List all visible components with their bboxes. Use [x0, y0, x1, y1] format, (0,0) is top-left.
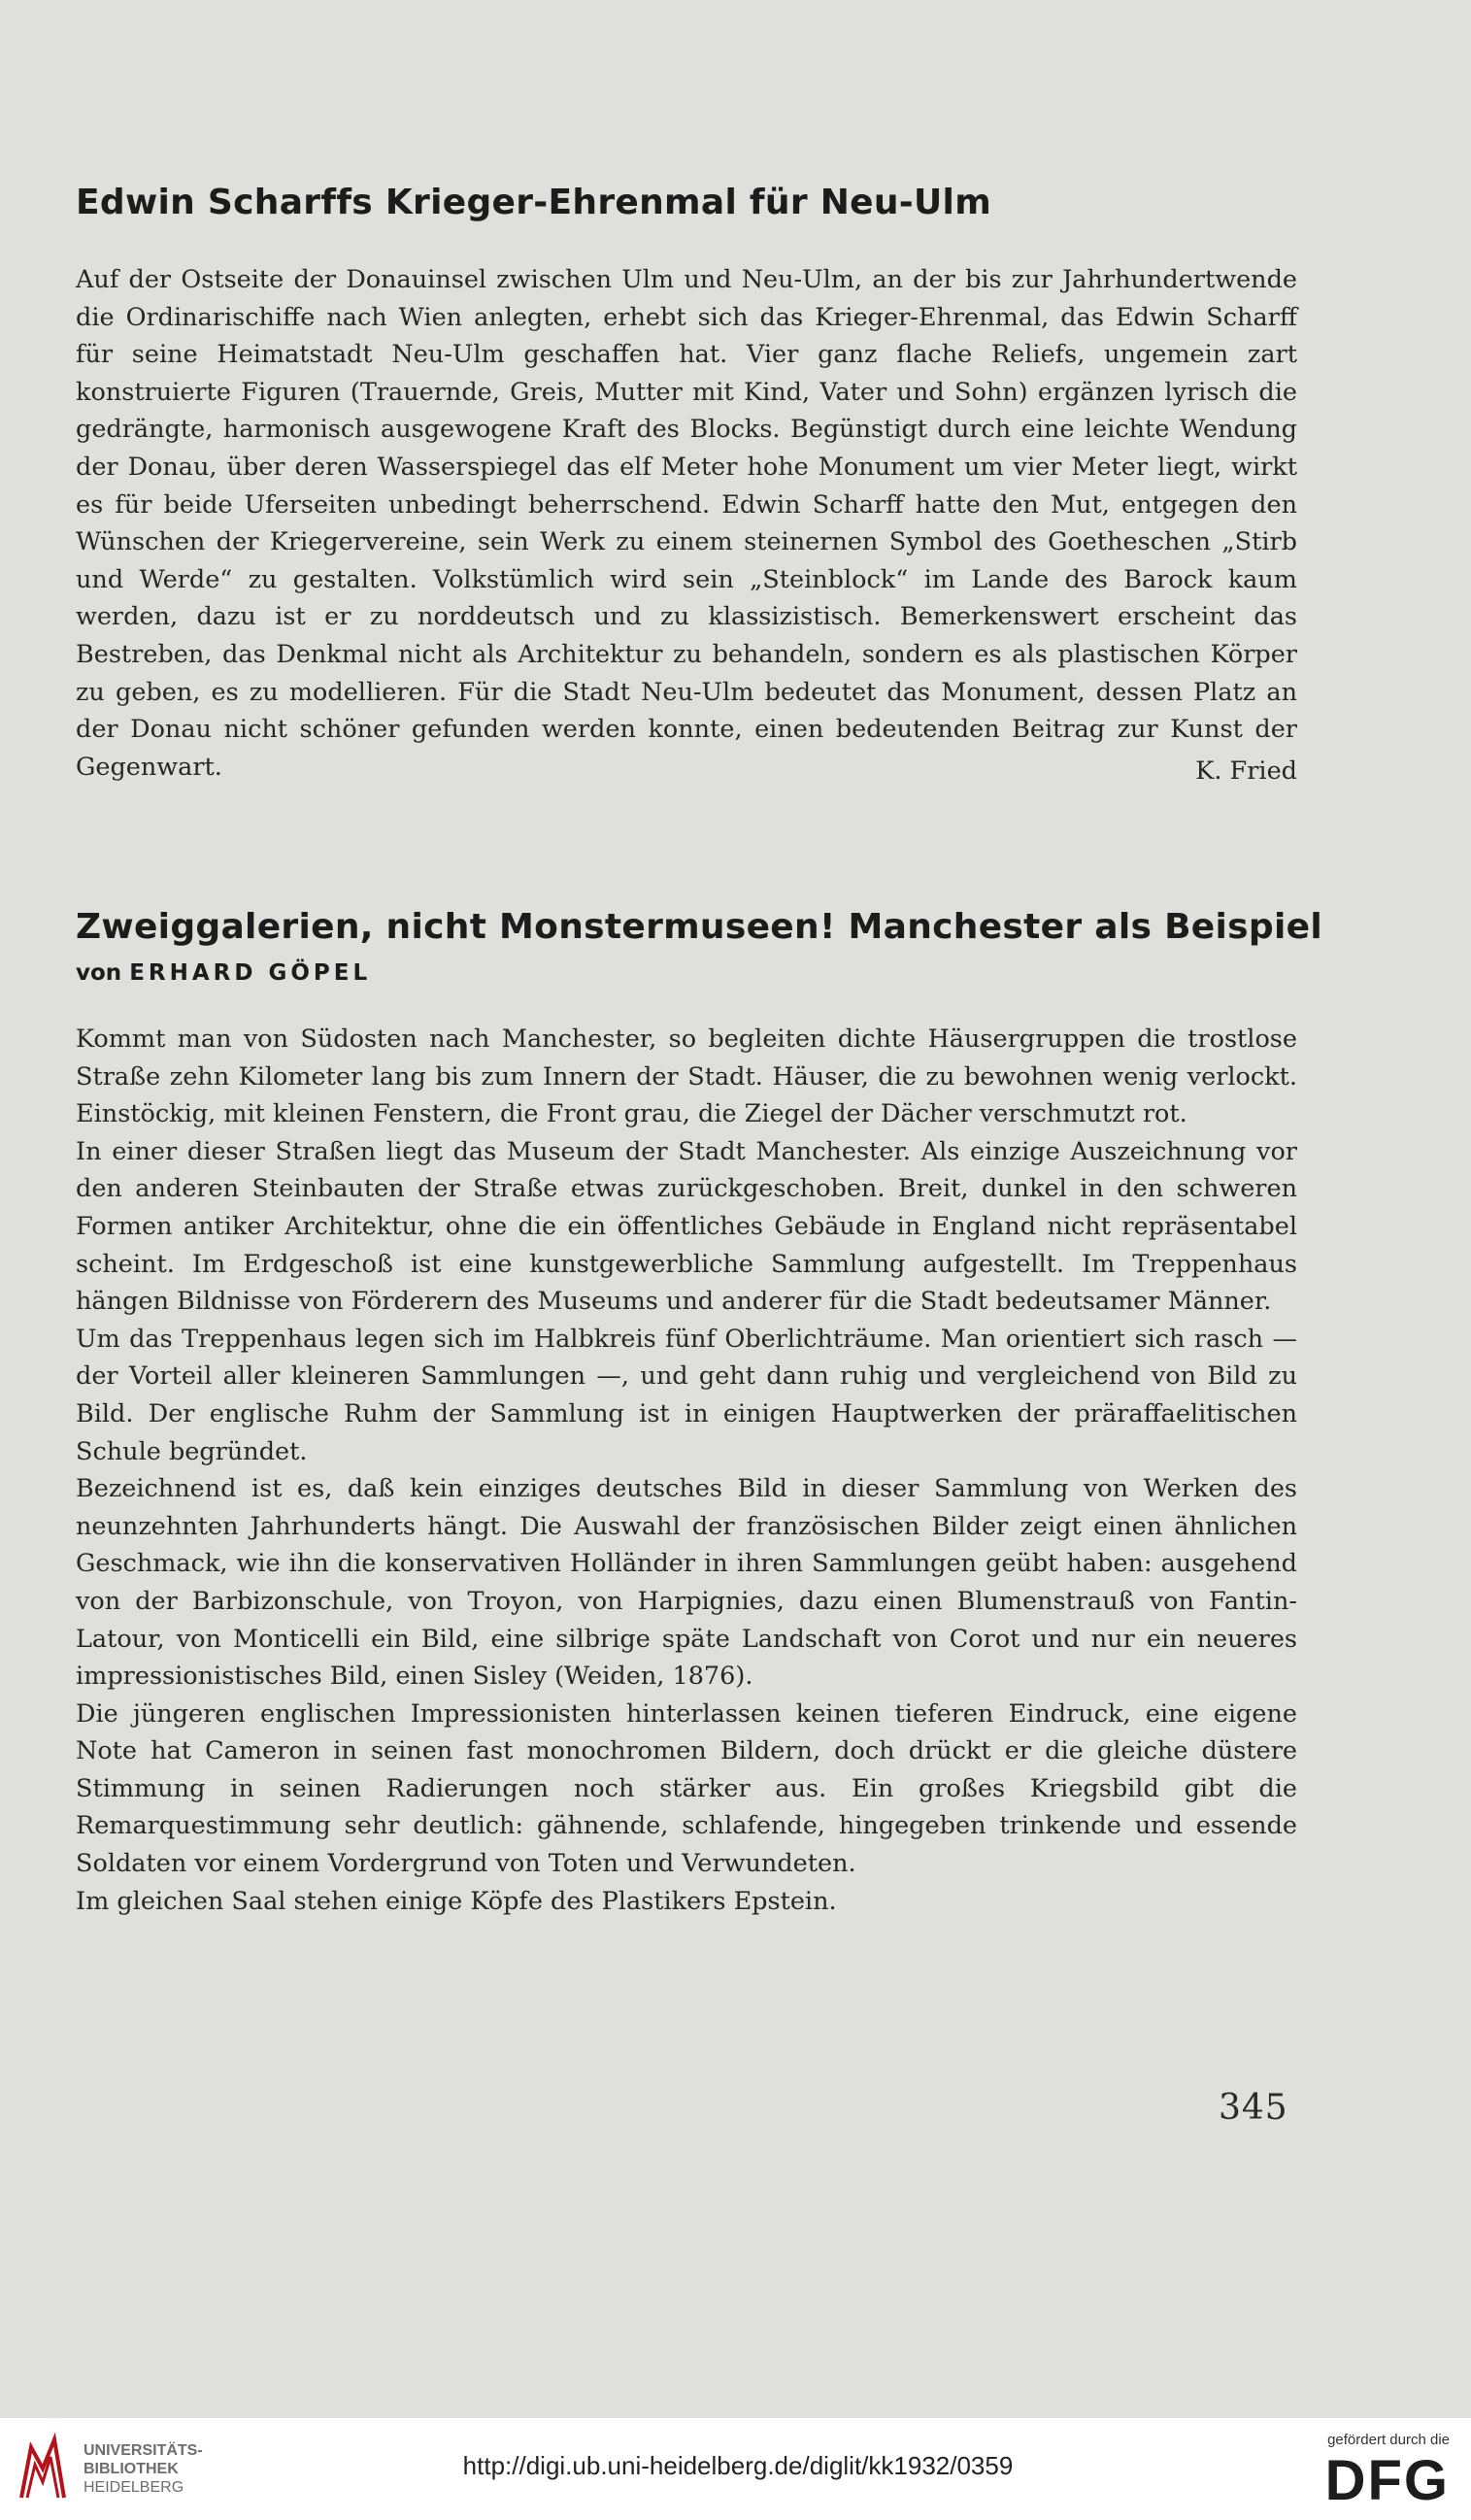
byline-author: ERHARD GÖPEL — [129, 960, 372, 986]
digitization-footer — [0, 2418, 1471, 2520]
article-author: K. Fried — [1195, 756, 1297, 787]
article-body — [76, 1021, 1297, 1920]
dfg-logo: DFG — [1324, 2449, 1450, 2512]
page-number: 345 — [1219, 2088, 1288, 2128]
article-ehrenmal — [76, 183, 1297, 786]
permalink-url[interactable]: http://digi.ub.uni-heidelberg.de/diglit/kk1932/0359 — [462, 2451, 1014, 2480]
article-body — [76, 261, 1297, 786]
byline — [76, 960, 1297, 986]
article-zweiggalerien — [76, 907, 1322, 1920]
article-paragraph: Im gleichen Saal stehen einige Köpfe des Plastikers Epstein. — [76, 1886, 837, 1916]
article-paragraph: Auf der Ostseite der Donauinsel zwischen Ulm und Neu-Ulm, an der bis zur Jahrhundertwende die Ordinarischiffe nach Wien anlegten, erhebt sich das Krieger-Ehrenmal, das Edwin Scharff für seine Heimatstadt Neu-Ulm geschaffen hat. Vier ganz flache Reliefs, ungemein zart konstruierte Figuren (Trauernde, Greis, Mutter mit Kind, Vater und Sohn) ergänzen lyrisch die gedrängte, harmonisch ausgewogene Kraft des Blocks. Begünstigt durch eine leichte Wendung der Donau, über deren Wasserspiegel das elf Meter hohe Monument um vier Meter liegt, wirkt es für beide Uferseiten unbedingt beherrschend. Edwin Scharff hatte den Mut, entgegen den Wünschen der Kriegervereine, sein Werk zu einem steinernen Symbol des Goetheschen „Stirb und Werde“ zu gestalten. Volkstümlich wird sein „Steinblock“ im Lande des Barock kaum werden, dazu ist er zu norddeutsch und zu klassizistisch. Bemerkenswert erscheint das Bestreben, das Denkmal nicht als Architektur zu behandeln, sondern es als plastischen Körper zu geben, es zu modellieren. Für die Stadt Neu-Ulm bedeutet das Monument, dessen Platz an der Donau nicht schöner gefunden werden konnte, einen bedeutenden Beitrag zur Kunst der Gegenwart. — [76, 265, 1297, 782]
funding-note: gefördert durch die — [1327, 2432, 1450, 2448]
byline-prefix: von — [76, 960, 122, 986]
article-title: Edwin Scharffs Krieger-Ehrenmal für Neu-Ulm — [76, 183, 992, 222]
article-paragraph: Kommt man von Südosten nach Manchester, so begleiten dichte Häusergruppen die trostlose Straße zehn Kilometer lang bis zum Innern der Stadt. Häuser, die zu bewohnen wenig verlockt. Einstöckig, mit kleinen Fenstern, die Front grau, die Ziegel der Dächer verschmutzt rot. — [76, 1025, 1297, 1129]
article-paragraph: Bezeichnend ist es, daß kein einziges deutsches Bild in dieser Sammlung von Werken des neunzehnten Jahrhunderts hängt. Die Auswahl der französischen Bilder zeigt einen ähnlichen Geschmack, wie ihn die konservativen Holländer in ihren Sammlungen geübt haben: ausgehend von der Barbizonschule, von Troyon, von Harpignies, dazu einen Blumenstrauß von Fantin-Latour, von Monticelli ein Bild, eine silbrige späte Landschaft von Corot und nur ein neueres impressionistisches Bild, einen Sisley (Weiden, 1876). — [76, 1474, 1297, 1692]
article-paragraph: In einer dieser Straßen liegt das Museum der Stadt Manchester. Als einzige Auszeichnung vor den anderen Steinbauten der Straße etwas zurückgeschoben. Breit, dunkel in den schweren Formen antiker Architektur, ohne die ein öffentliches Gebäude in England nicht repräsentabel scheint. Im Erdgeschoß ist eine kunstgewerbliche Sammlung aufgestellt. Im Treppenhaus hängen Bildnisse von Förderern des Museums und anderer für die Stadt bedeutsamer Männer. — [76, 1136, 1297, 1317]
library-name: UNIVERSITÄTS- BIBLIOTHEK HEIDELBERG — [84, 2442, 203, 2496]
article-title: Zweiggalerien, nicht Monstermuseen! Manchester als Beispiel — [76, 907, 1322, 947]
article-paragraph: Die jüngeren englischen Impressionisten hinterlassen keinen tieferen Eindruck, eine eigene Note hat Cameron in seinen fast monochromen Bildern, doch drückt er die gleiche düstere Stimmung in seinen Radierungen noch stärker aus. Ein großes Kriegsbild gibt die Remarquestimmung sehr deutlich: gähnende, schlafende, hingegeben trinkende und essende Soldaten vor einem Vordergrund von Toten und Verwundeten. — [76, 1698, 1297, 1879]
university-library-logo-icon — [14, 2430, 72, 2507]
article-paragraph: Um das Treppenhaus legen sich im Halbkreis fünf Oberlichträume. Man orientiert sich rasch — der Vorteil aller kleineren Sammlungen —, und geht dann ruhig und vergleichend von Bild zu Bild. Der englische Ruhm der Sammlung ist in einigen Hauptwerken der präraffaelitischen Schule begründet. — [76, 1324, 1297, 1466]
